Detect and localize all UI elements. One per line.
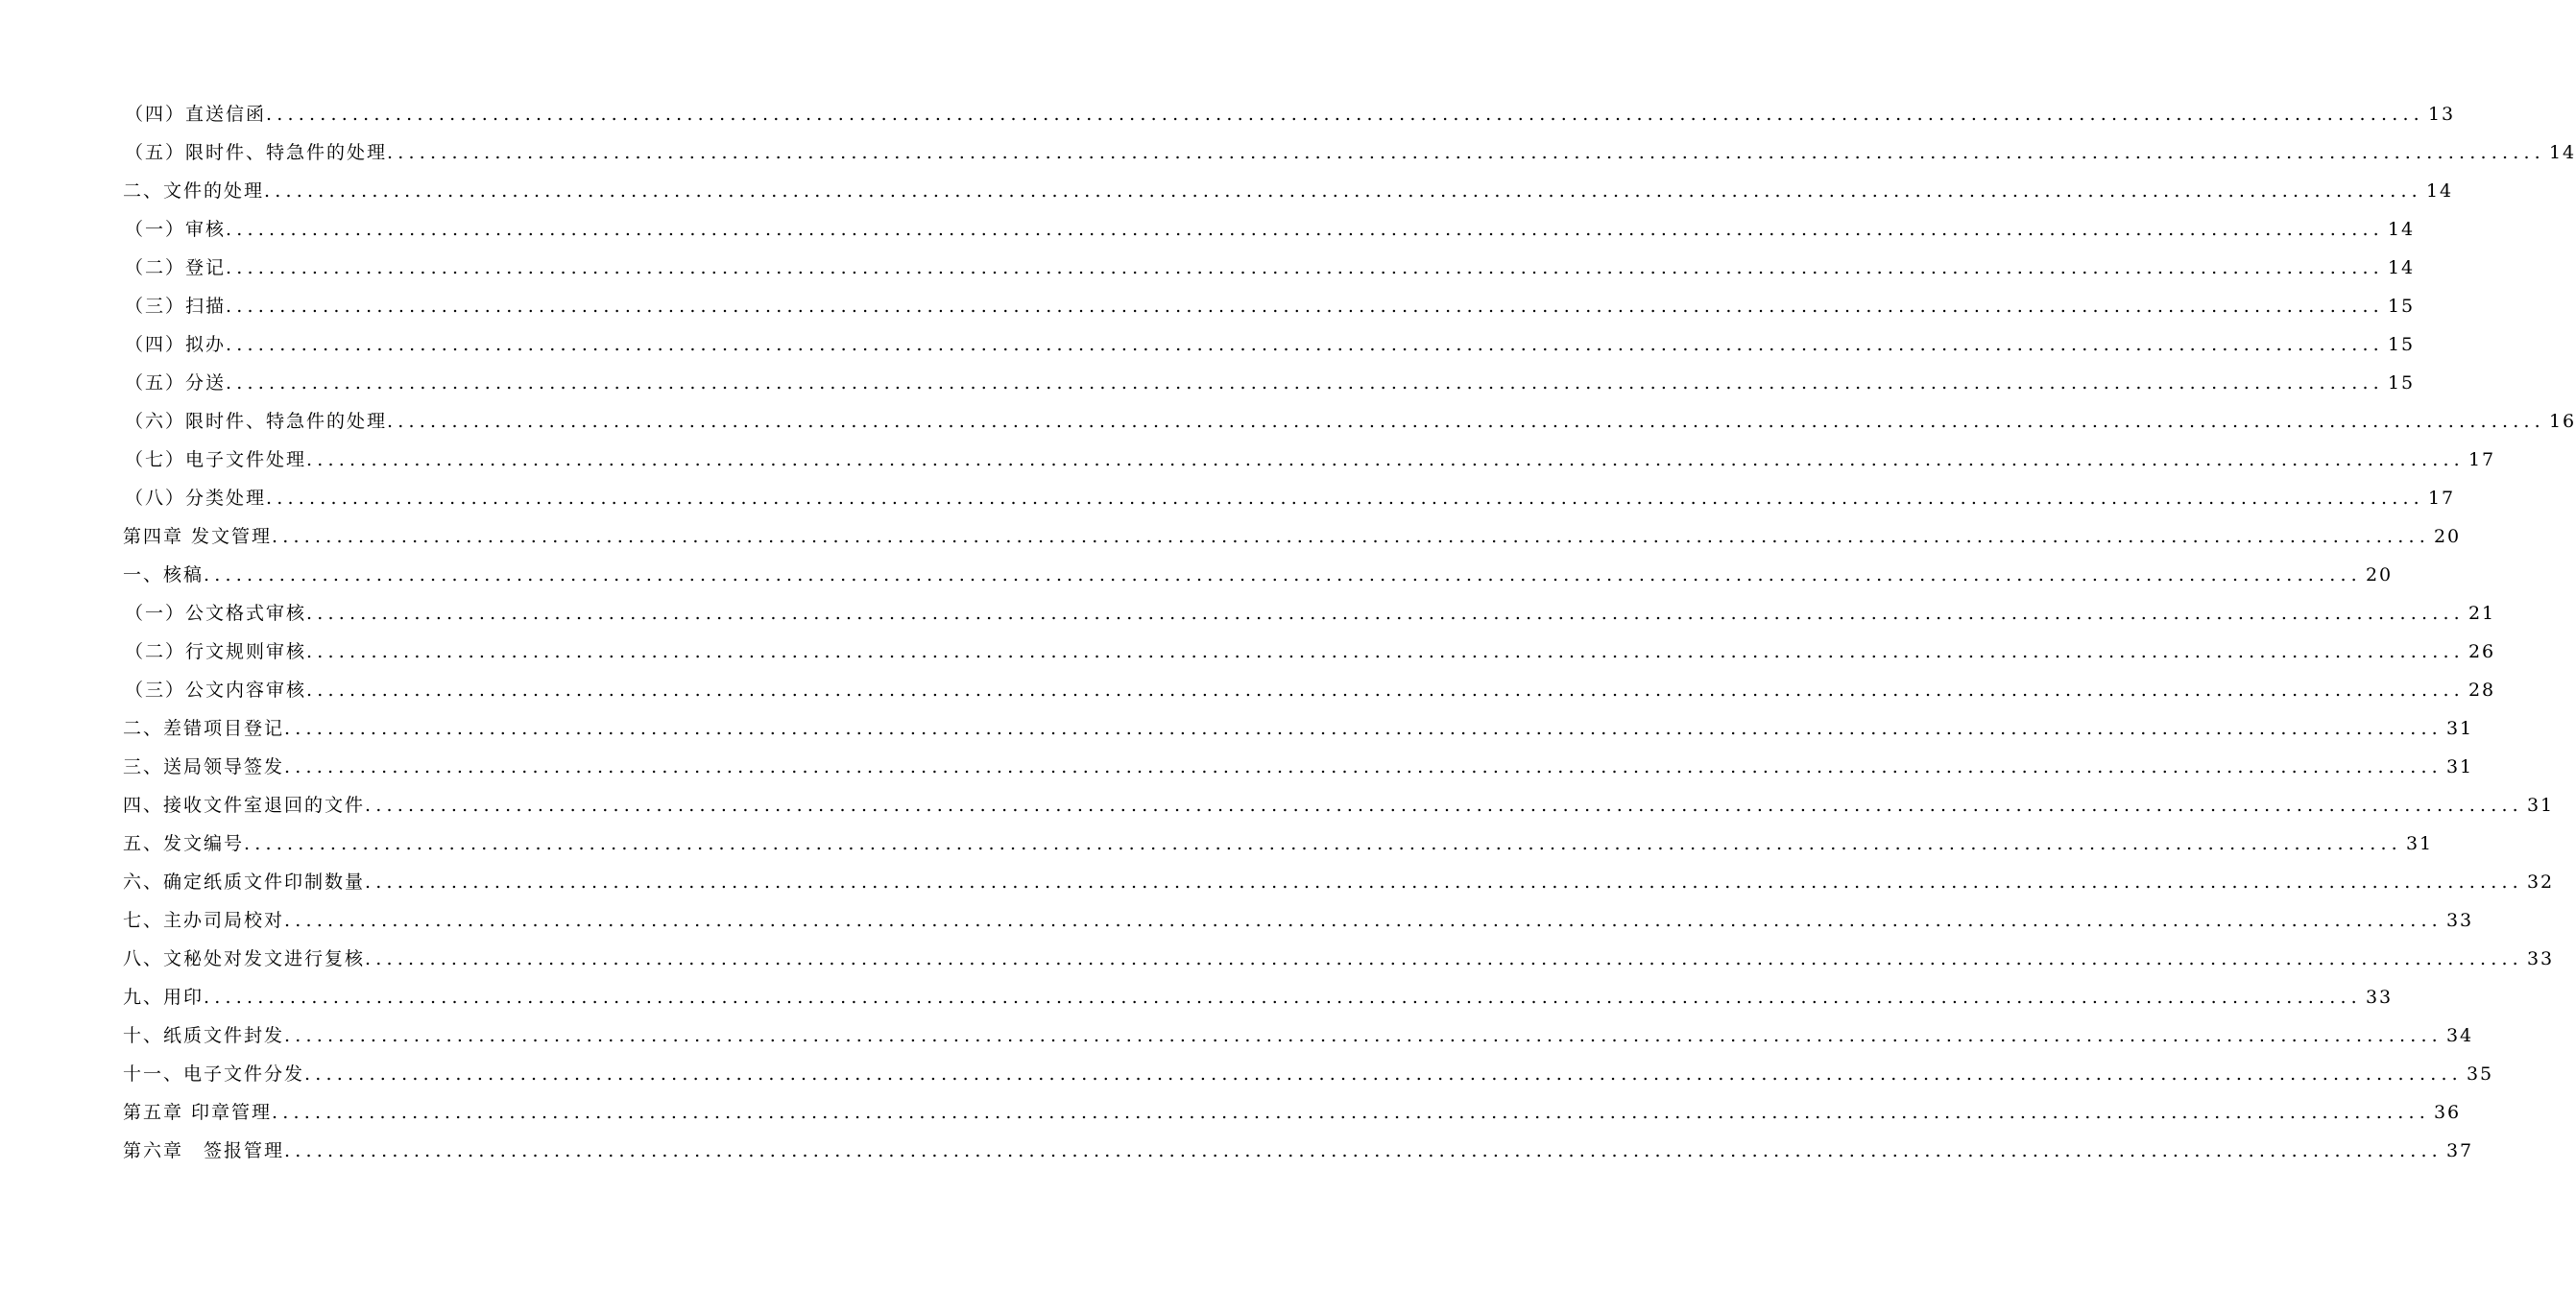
toc-dot-leader: ........................................................................................................................................................................................................	[365, 795, 2523, 816]
toc-dot-leader: ........................................................................................................................................................................................................	[284, 910, 2443, 931]
toc-entry-page-number: 14	[2425, 180, 2454, 202]
toc-entry[interactable]	[123, 516, 2462, 555]
toc-entry-title: （七）电子文件处理	[125, 449, 307, 470]
toc-entry-title: （三）扫描	[125, 296, 227, 317]
toc-entry-page-number: 15	[2387, 296, 2416, 317]
toc-entry-page-number: 34	[2445, 1025, 2474, 1046]
toc-entry[interactable]	[123, 593, 2496, 632]
toc-entry[interactable]	[123, 977, 2394, 1015]
toc-entry-page-number: 37	[2445, 1140, 2474, 1161]
toc-entry[interactable]	[123, 1092, 2462, 1131]
toc-entry-page-number: 14	[2387, 219, 2416, 240]
toc-entry-page-number: 20	[2365, 564, 2394, 585]
toc-dot-leader: ........................................................................................................................................................................................................	[226, 334, 2384, 355]
toc-entry-page-number: 36	[2433, 1102, 2462, 1123]
toc-entry-title: （二）登记	[125, 257, 227, 278]
toc-entry-title: （二）行文规则审核	[125, 641, 307, 662]
toc-dot-leader: ........................................................................................................................................................................................................	[306, 603, 2465, 624]
toc-dot-leader: ........................................................................................................................................................................................................	[284, 1140, 2443, 1161]
toc-entry-title: （三）公文内容审核	[125, 680, 307, 701]
toc-entry[interactable]	[123, 670, 2496, 708]
toc-entry-page-number: 15	[2387, 334, 2416, 355]
toc-entry[interactable]	[123, 632, 2496, 670]
toc-entry[interactable]	[123, 94, 2456, 132]
toc-entry-page-number: 35	[2466, 1063, 2494, 1085]
toc-entry-page-number: 14	[2387, 257, 2416, 278]
toc-entry-title: 十、纸质文件封发	[123, 1025, 285, 1046]
toc-entry[interactable]	[123, 363, 2416, 401]
toc-dot-leader: ........................................................................................................................................................................................................	[365, 872, 2523, 893]
toc-dot-leader: ........................................................................................................................................................................................................	[272, 1102, 2430, 1123]
toc-entry[interactable]	[123, 324, 2416, 363]
toc-entry-title: 六、确定纸质文件印制数量	[123, 872, 366, 893]
toc-dot-leader: ........................................................................................................................................................................................................	[266, 104, 2424, 125]
toc-entry-title: 一、核稿	[123, 564, 205, 585]
toc-entry-page-number: 31	[2445, 718, 2474, 739]
toc-entry[interactable]	[123, 708, 2474, 747]
toc-entry-title: 四、接收文件室退回的文件	[123, 795, 366, 816]
toc-dot-leader: ........................................................................................................................................................................................................	[284, 1025, 2443, 1046]
toc-entry-page-number: 28	[2468, 680, 2496, 701]
toc-entry-title: 第六章 签报管理	[123, 1140, 285, 1161]
toc-dot-leader: ........................................................................................................................................................................................................	[272, 526, 2430, 547]
toc-entry-title: （五）分送	[125, 372, 227, 394]
toc-entry[interactable]	[123, 1015, 2474, 1054]
toc-entry[interactable]	[123, 209, 2416, 248]
toc-entry-title: （一）审核	[125, 219, 227, 240]
toc-entry-title: （八）分类处理	[125, 488, 267, 509]
toc-dot-leader: ........................................................................................................................................................................................................	[306, 641, 2465, 662]
toc-entry[interactable]	[123, 1054, 2494, 1092]
toc-entry-title: 五、发文编号	[123, 833, 245, 854]
toc-entry-page-number: 17	[2468, 449, 2496, 470]
toc-dot-leader: ........................................................................................................................................................................................................	[266, 488, 2424, 509]
toc-entry[interactable]	[123, 286, 2416, 324]
toc-dot-leader: ........................................................................................................................................................................................................	[264, 180, 2422, 202]
toc-entry-page-number: 31	[2445, 756, 2474, 777]
toc-entry-title: （一）公文格式审核	[125, 603, 307, 624]
toc-entry-page-number: 33	[2445, 910, 2474, 931]
toc-entry[interactable]	[123, 900, 2474, 939]
toc-entry-title: 七、主办司局校对	[123, 910, 285, 931]
toc-entry-title: 第四章 发文管理	[123, 526, 273, 547]
toc-dot-leader: ........................................................................................................................................................................................................	[226, 257, 2384, 278]
toc-entry[interactable]	[123, 939, 2555, 977]
toc-dot-leader: ........................................................................................................................................................................................................	[226, 219, 2384, 240]
toc-entry-title: 二、差错项目登记	[123, 718, 285, 739]
toc-entry-page-number: 16	[2548, 411, 2576, 432]
toc-entry-title: 十一、电子文件分发	[123, 1063, 305, 1085]
toc-entry-page-number: 31	[2405, 833, 2434, 854]
toc-entry[interactable]	[123, 171, 2454, 209]
toc-entry-title: （六）限时件、特急件的处理	[125, 411, 388, 432]
toc-dot-leader: ........................................................................................................................................................................................................	[387, 411, 2545, 432]
toc-dot-leader: ........................................................................................................................................................................................................	[284, 756, 2443, 777]
toc-entry-page-number: 20	[2433, 526, 2462, 547]
toc-dot-leader: ........................................................................................................................................................................................................	[204, 564, 2362, 585]
toc-dot-leader: ........................................................................................................................................................................................................	[306, 449, 2465, 470]
toc-entry-title: 第五章 印章管理	[123, 1102, 273, 1123]
toc-entry[interactable]	[123, 401, 2576, 440]
toc-entry-page-number: 32	[2526, 872, 2555, 893]
toc-entry-page-number: 31	[2526, 795, 2555, 816]
toc-entry[interactable]	[123, 478, 2456, 516]
toc-entry-title: （四）拟办	[125, 334, 227, 355]
toc-entry-title: 三、送局领导签发	[123, 756, 285, 777]
toc-entry[interactable]	[123, 747, 2474, 785]
toc-entry-title: 八、文秘处对发文进行复核	[123, 948, 366, 969]
toc-entry-page-number: 15	[2387, 372, 2416, 394]
toc-entry-page-number: 21	[2468, 603, 2496, 624]
toc-entry-title: （五）限时件、特急件的处理	[125, 142, 388, 163]
toc-dot-leader: ........................................................................................................................................................................................................	[204, 987, 2362, 1008]
toc-entry-page-number: 26	[2468, 641, 2496, 662]
toc-entry-page-number: 33	[2526, 948, 2555, 969]
toc-entry-page-number: 14	[2548, 142, 2576, 163]
toc-entry-title: 九、用印	[123, 987, 205, 1008]
toc-dot-leader: ........................................................................................................................................................................................................	[244, 833, 2402, 854]
toc-entry[interactable]	[123, 824, 2434, 862]
toc-dot-leader: ........................................................................................................................................................................................................	[365, 948, 2523, 969]
toc-entry-title: 二、文件的处理	[123, 180, 265, 202]
toc-dot-leader: ........................................................................................................................................................................................................	[284, 718, 2443, 739]
toc-entry-title: （四）直送信函	[125, 104, 267, 125]
toc-entry[interactable]	[123, 1131, 2474, 1169]
toc-entry-page-number: 17	[2427, 488, 2456, 509]
toc-entry[interactable]	[123, 862, 2555, 900]
toc-entry[interactable]	[123, 555, 2394, 593]
toc-entry-page-number: 33	[2365, 987, 2394, 1008]
toc-dot-leader: ........................................................................................................................................................................................................	[387, 142, 2545, 163]
toc-entry[interactable]	[123, 248, 2416, 286]
toc-dot-leader: ........................................................................................................................................................................................................	[304, 1063, 2463, 1085]
toc-dot-leader: ........................................................................................................................................................................................................	[306, 680, 2465, 701]
toc-entry-page-number: 13	[2427, 104, 2456, 125]
toc-entry[interactable]	[123, 440, 2496, 478]
toc-entry[interactable]	[123, 132, 2576, 171]
toc-entry[interactable]	[123, 785, 2555, 824]
toc-dot-leader: ........................................................................................................................................................................................................	[226, 296, 2384, 317]
toc-dot-leader: ........................................................................................................................................................................................................	[226, 372, 2384, 394]
table-of-contents	[123, 94, 2576, 1169]
